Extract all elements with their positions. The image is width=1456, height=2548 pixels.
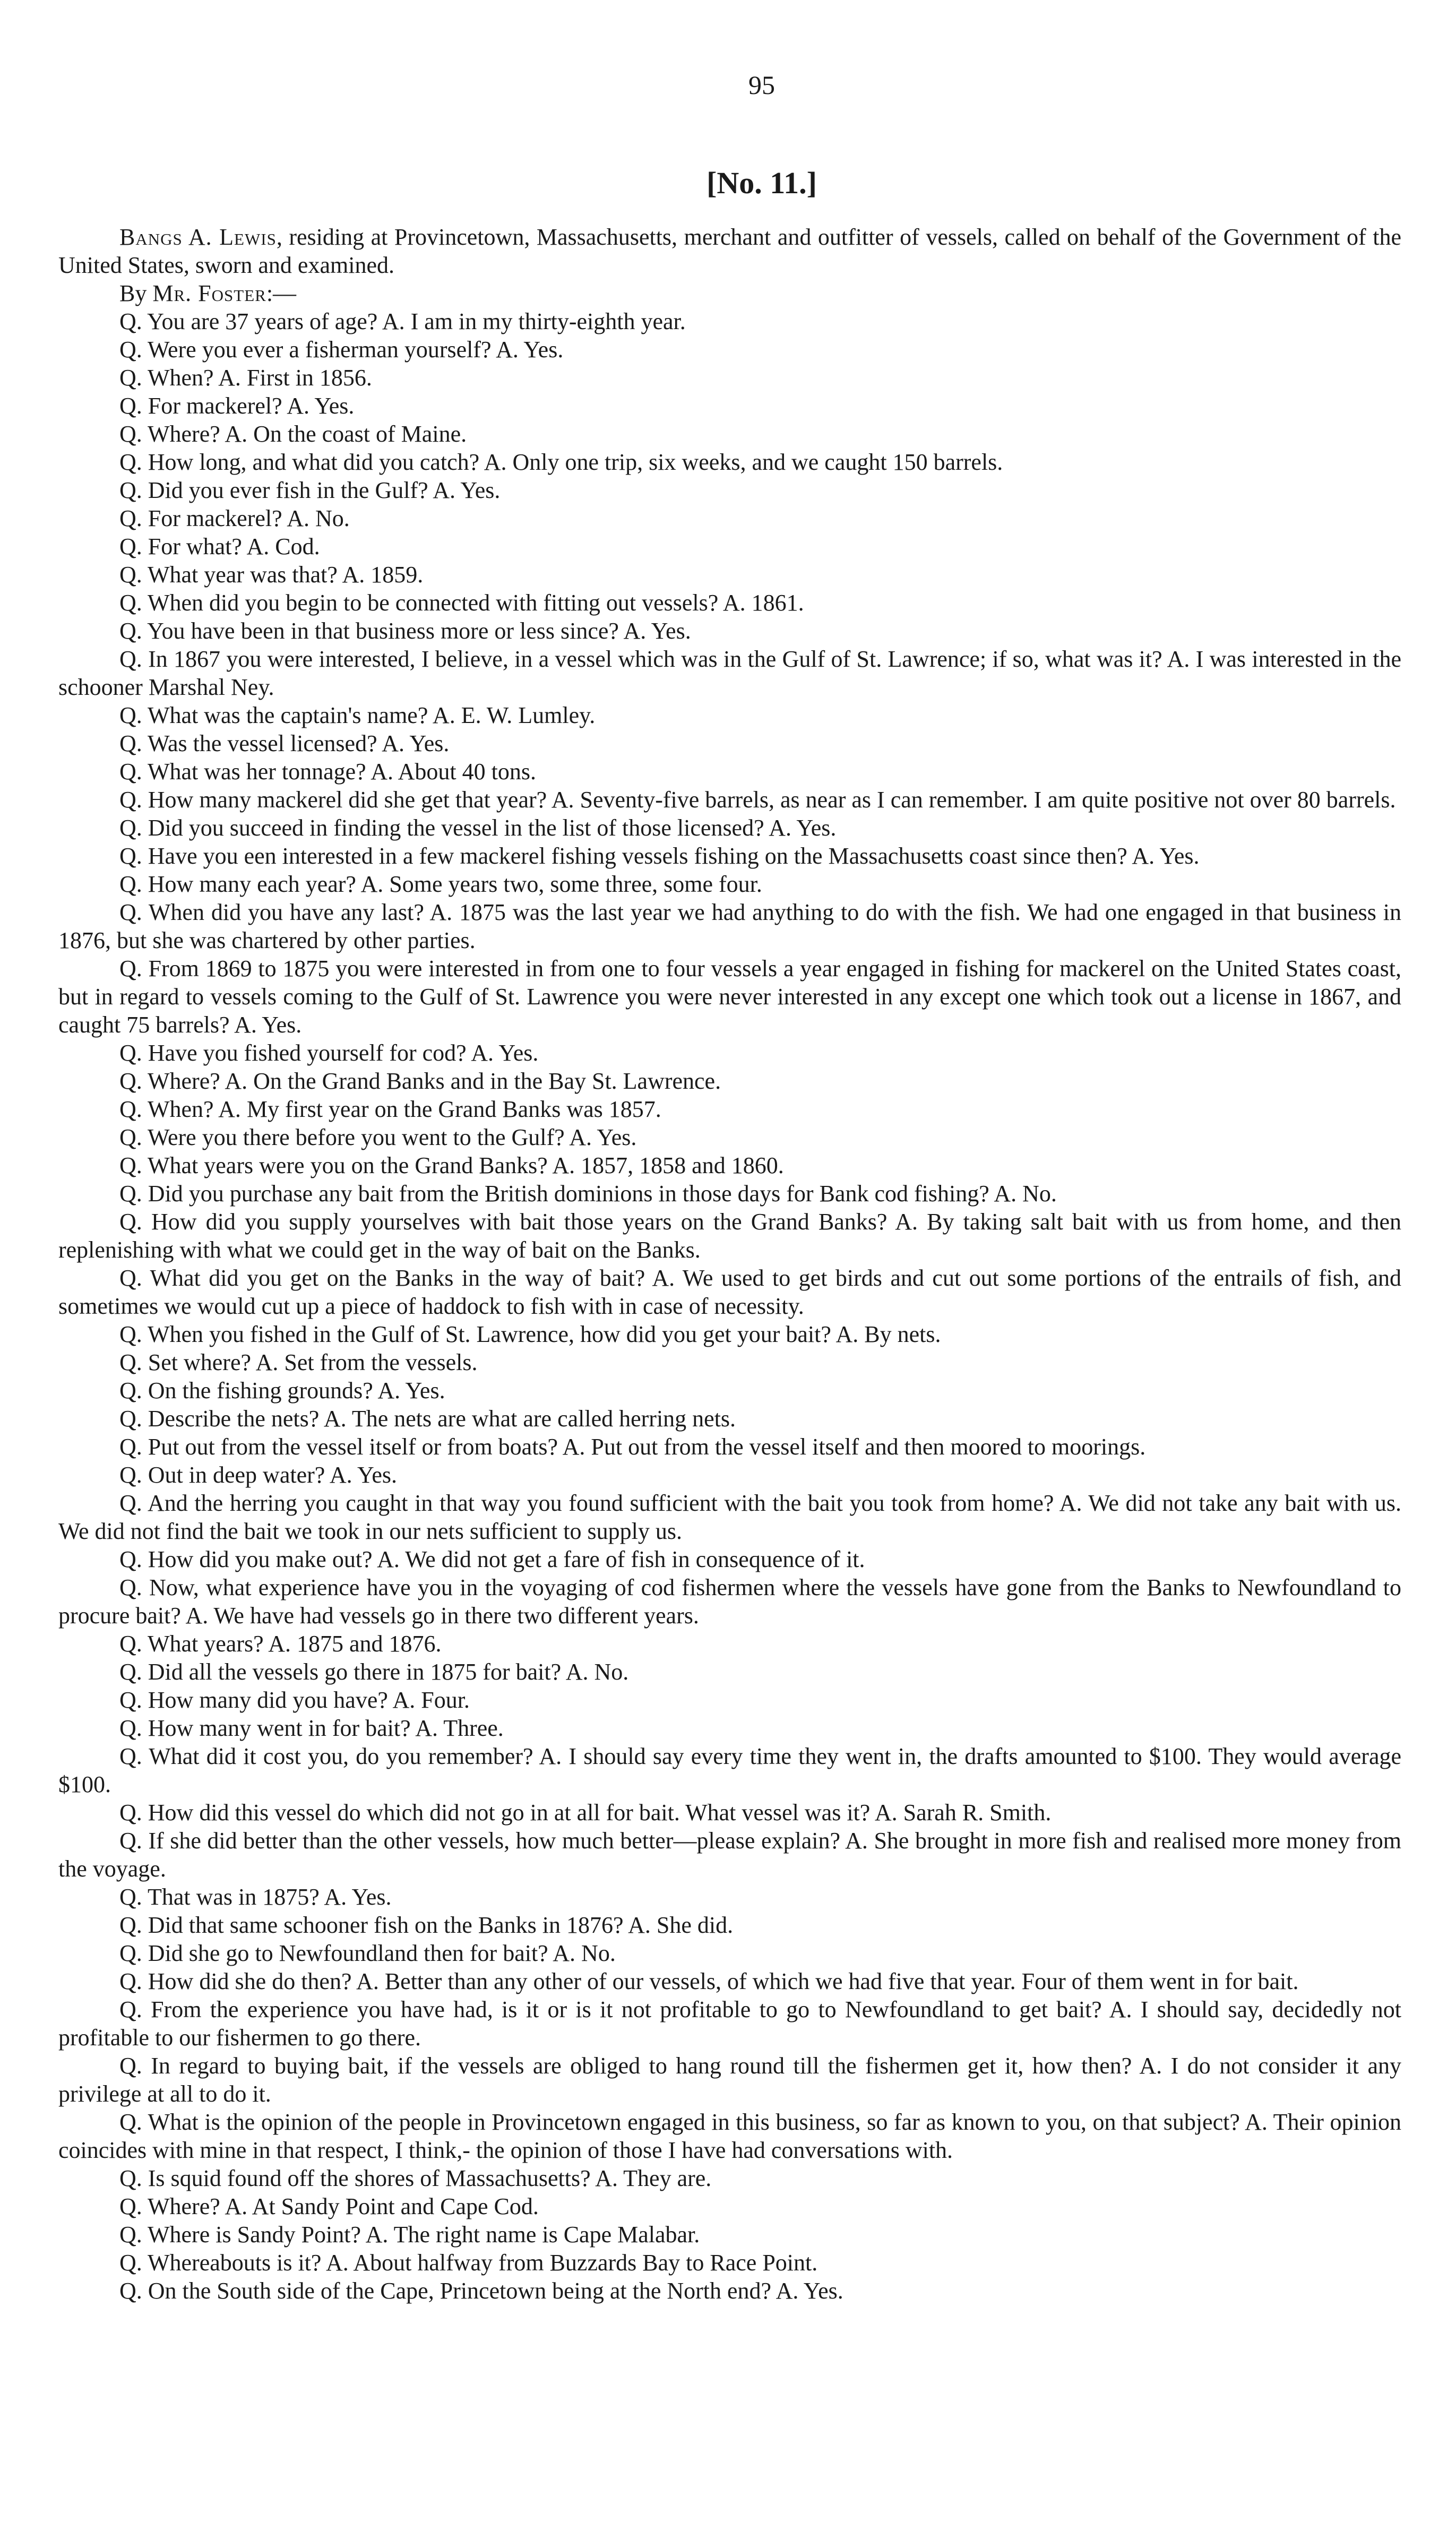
testimony-entry: Q. Did that same schooner fish on the Banks in 1876? A. She did. <box>119 1912 734 1938</box>
testimony-entry: Q. Now, what experience have you in the voyaging of cod fishermen where the vessels have gone from the Banks to Newfoundland to procure bait? A. We have had vessels go in there two different years. <box>58 1574 1401 1629</box>
testimony-entry: Q. What year was that? A. 1859. <box>119 562 424 588</box>
testimony-entry: Q. What did you get on the Banks in the way of bait? A. We used to get birds and cut out some portions of the entrails of fish, and sometimes we would cut up a piece of haddock to fish with in case of necessity. <box>58 1265 1401 1319</box>
testimony-entry: Q. Was the vessel licensed? A. Yes. <box>119 730 450 756</box>
testimony-entry: Q. When? A. First in 1856. <box>119 365 372 391</box>
testimony-entry: Q. Did you purchase any bait from the British dominions in those days for Bank cod fishing? A. No. <box>119 1181 1057 1207</box>
testimony-entry: Q. How many mackerel did she get that year? A. Seventy-five barrels, as near as I can remember. I am quite positive not over 80 barrels. <box>119 787 1396 813</box>
testimony-entry: Q. For what? A. Cod. <box>119 533 320 559</box>
testimony-entry: Q. Have you fished yourself for cod? A. Yes. <box>119 1040 539 1066</box>
testimony-entry: Q. Whereabouts is it? A. About halfway from Buzzards Bay to Race Point. <box>119 2250 818 2276</box>
testimony-entry: Q. What did it cost you, do you remember? A. I should say every time they went in, the drafts amounted to $100. They would average $100. <box>58 1743 1401 1797</box>
examiner-name: Mr. Foster <box>152 280 266 306</box>
intro-paragraph <box>58 223 1401 279</box>
testimony-entry: Q. And the herring you caught in that way you found sufficient with the bait you took from home? A. We did not take any bait with us. We did not find the bait we took in our nets sufficient to supply us. <box>58 1490 1401 1544</box>
testimony-entry: Q. How did this vessel do which did not go in at all for bait. What vessel was it? A. Sarah R. Smith. <box>119 1800 1052 1826</box>
testimony-entry: Q. You have been in that business more or less since? A. Yes. <box>119 618 691 644</box>
testimony-entry: Q. Did you ever fish in the Gulf? A. Yes. <box>119 477 501 503</box>
testimony-entry: Q. Where? A. At Sandy Point and Cape Cod. <box>119 2193 539 2219</box>
testimony-entry: Q. In regard to buying bait, if the vessels are obliged to hang round till the fishermen get it, how then? A. I do not consider it any privilege at all to do it. <box>58 2053 1401 2107</box>
testimony-entry: Q. Did all the vessels go there in 1875 for bait? A. No. <box>119 1659 629 1685</box>
testimony-entry: Q. You are 37 years of age? A. I am in my thirty-eighth year. <box>119 308 686 334</box>
testimony-entry: Q. How did you supply yourselves with bait those years on the Grand Banks? A. By taking salt bait with us from home, and then replenishing with what we could get in the way of bait on the Banks. <box>58 1209 1401 1263</box>
document-page <box>58 64 1401 2527</box>
testimony-entry: Q. How many each year? A. Some years two, some three, some four. <box>119 871 762 897</box>
testimony-entry: Q. When you fished in the Gulf of St. Lawrence, how did you get your bait? A. By nets. <box>119 1321 941 1347</box>
intro-text: , residing at Provincetown, Massachusetts, merchant and outfitter of vessels, called on behalf of the Government of the United States, sworn and examined. <box>58 224 1401 278</box>
testimony-entry: Q. Did you succeed in finding the vessel in the list of those licensed? A. Yes. <box>119 815 837 841</box>
testimony-entry: Q. Where is Sandy Point? A. The right name is Cape Malabar. <box>119 2222 700 2248</box>
testimony-entry: Q. What years were you on the Grand Banks? A. 1857, 1858 and 1860. <box>119 1152 784 1178</box>
testimony-entry: Q. Have you een interested in a few mackerel fishing vessels fishing on the Massachusetts coast since then? A. Yes. <box>119 843 1200 869</box>
testimony-entry: Q. Were you there before you went to the Gulf? A. Yes. <box>119 1124 637 1150</box>
testimony-entry: Q. How did you make out? A. We did not get a fare of fish in consequence of it. <box>119 1546 865 1572</box>
testimony-entry: Q. From the experience you have had, is it or is it not profitable to go to Newfoundland to get bait? A. I should say, decidedly not profitable to our fishermen to go there. <box>58 1996 1401 2051</box>
testimony-entry: Q. How many did you have? A. Four. <box>119 1687 470 1713</box>
testimony-entry: Q. Were you ever a fisherman yourself? A. Yes. <box>119 337 564 363</box>
testimony-entry: Q. Where? A. On the Grand Banks and in the Bay St. Lawrence. <box>119 1068 721 1094</box>
testimony-entry: Q. For mackerel? A. No. <box>119 505 350 531</box>
testimony-entry: Q. If she did better than the other vessels, how much better—please explain? A. She brought in more fish and realised more money from the voyage. <box>58 1828 1401 1882</box>
testimony-list <box>58 307 1401 2305</box>
testimony-entry: Q. How many went in for bait? A. Three. <box>119 1715 504 1741</box>
testimony-entry: Q. What was her tonnage? A. About 40 tons. <box>119 759 536 785</box>
document-number: [No. 11.] <box>707 166 817 200</box>
examiner-suffix: :— <box>266 280 297 306</box>
testimony-entry: Q. Out in deep water? A. Yes. <box>119 1462 398 1488</box>
testimony-entry: Q. How did she do then? A. Better than any other of our vessels, of which we had five that year. Four of them went in for bait. <box>119 1968 1299 1994</box>
testimony-entry: Q. In 1867 you were interested, I believe, in a vessel which was in the Gulf of St. Lawrence; if so, what was it? A. I was interested in the schooner Marshal Ney. <box>58 646 1401 700</box>
testimony-entry: Q. Put out from the vessel itself or from boats? A. Put out from the vessel itself and then moored to moorings. <box>119 1434 1146 1460</box>
testimony-entry: Q. Is squid found off the shores of Massachusetts? A. They are. <box>119 2165 712 2191</box>
testimony-entry: Q. On the South side of the Cape, Princetown being at the North end? A. Yes. <box>119 2278 843 2304</box>
testimony-entry: Q. Where? A. On the coast of Maine. <box>119 421 467 447</box>
witness-name: Bangs A. Lewis <box>119 224 277 250</box>
testimony-entry: Q. What is the opinion of the people in Provincetown engaged in this business, so far as known to you, on that subject? A. Their opinion coincides with mine in that respect, I think,- the opinion of those I have had conversations with. <box>58 2109 1401 2163</box>
testimony-entry: Q. When did you have any last? A. 1875 was the last year we had anything to do with the fish. We had one engaged in that business in 1876, but she was chartered by other parties. <box>58 899 1401 953</box>
testimony-entry: Q. Did she go to Newfoundland then for bait? A. No. <box>119 1940 616 1966</box>
testimony-entry: Q. From 1869 to 1875 you were interested in from one to four vessels a year engaged in fishing for mackerel on the United States coast, but in regard to vessels coming to the Gulf of St. Lawrence you were never interested in any except one which took out a license in 1867, and caught 75 barrels? A. Yes. <box>58 956 1401 1038</box>
page-number: 95 <box>748 70 775 100</box>
testimony-entry: Q. Set where? A. Set from the vessels. <box>119 1349 478 1375</box>
testimony-entry: Q. How long, and what did you catch? A. Only one trip, six weeks, and we caught 150 barrels. <box>119 449 1003 475</box>
testimony-entry: Q. What was the captain's name? A. E. W. Lumley. <box>119 702 596 728</box>
testimony-entry: Q. What years? A. 1875 and 1876. <box>119 1631 442 1657</box>
testimony-entry: Q. When did you begin to be connected with fitting out vessels? A. 1861. <box>119 590 804 616</box>
testimony-entry: Q. On the fishing grounds? A. Yes. <box>119 1378 445 1404</box>
examiner-line <box>58 279 1401 307</box>
testimony-entry: Q. That was in 1875? A. Yes. <box>119 1884 392 1910</box>
testimony-entry: Q. Describe the nets? A. The nets are what are called herring nets. <box>119 1406 736 1432</box>
examiner-prefix: By <box>119 280 153 306</box>
testimony-entry: Q. When? A. My first year on the Grand Banks was 1857. <box>119 1096 661 1122</box>
testimony-entry: Q. For mackerel? A. Yes. <box>119 393 355 419</box>
